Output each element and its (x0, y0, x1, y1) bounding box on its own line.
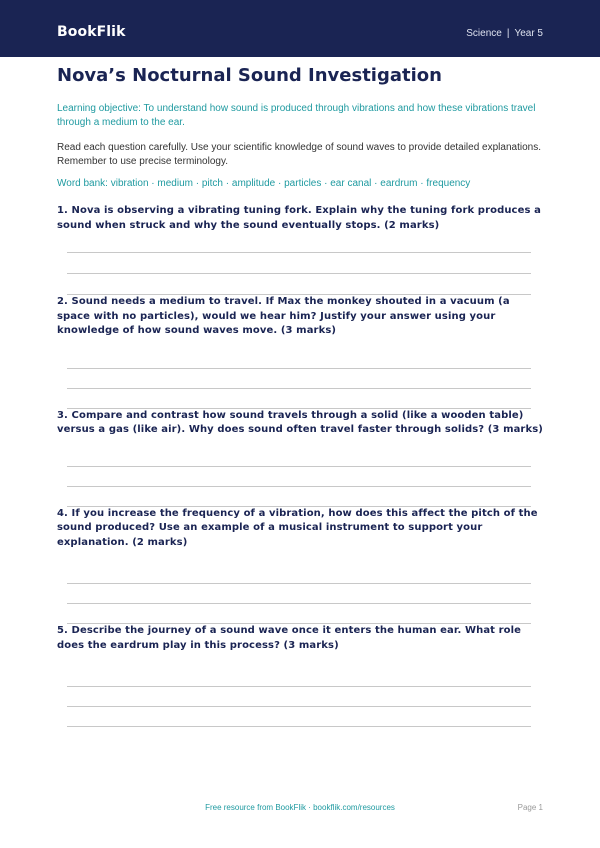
instructions-text: Read each question carefully. Use your scientific knowledge of sound waves to provide detailed explanations. Remember to use precise terminology. (57, 142, 541, 167)
answer-line (67, 486, 531, 487)
question-text: 2. Sound needs a medium to travel. If Max the monkey shouted in a vacuum (a space with no particles), would we hear him? Justify your answer using your knowledge of how sound waves move. (3 marks) (57, 296, 510, 336)
answer-area[interactable] (67, 252, 531, 295)
question-text: 1. Nova is observing a vibrating tuning fork. Explain why the tuning fork produces a sound when struck and why the sound eventually stops. (2 marks) (57, 205, 541, 231)
worksheet-content (57, 64, 543, 727)
resource-link[interactable]: Free resource from BookFlik · bookflik.com/resources (205, 803, 395, 812)
answer-area[interactable] (67, 368, 531, 409)
answer-line (67, 603, 531, 604)
question-text: 4. If you increase the frequency of a vibration, how does this affect the pitch of the sound produced? Use an example of a musical instrument to support your explanation. (2 marks) (57, 507, 538, 548)
page-number: Page 1 (517, 803, 543, 812)
answer-line (67, 726, 531, 727)
subject-separator: | (506, 28, 510, 39)
question-1 (57, 204, 543, 295)
answer-line (67, 583, 531, 584)
page-header (0, 0, 600, 57)
question-5 (57, 624, 543, 727)
answer-line (67, 273, 531, 274)
answer-line (67, 368, 531, 369)
answer-area[interactable] (67, 583, 531, 624)
answer-line (67, 466, 531, 467)
worksheet-title: Nova’s Nocturnal Sound Investigation (57, 65, 442, 86)
answer-area[interactable] (67, 466, 531, 507)
learning-objective: Learning objective: To understand how sound is produced through vibrations and how these vibrations travel through a medium to the ear. (57, 103, 536, 128)
brand-logo[interactable]: BookFlik (57, 24, 126, 40)
page-footer (0, 801, 600, 815)
question-text: 5. Describe the journey of a sound wave once it enters the human ear. What role does the eardrum play in this process? (3 marks) (57, 625, 522, 651)
answer-area[interactable] (67, 686, 531, 727)
question-3 (57, 409, 543, 507)
answer-line (67, 706, 531, 707)
question-2 (57, 295, 543, 409)
word-bank: Word bank: vibration · medium · pitch · amplitude · particles · ear canal · eardrum · frequency (57, 178, 471, 189)
answer-line (67, 686, 531, 687)
answer-line (67, 252, 531, 253)
question-4 (57, 507, 543, 625)
question-text: 3. Compare and contrast how sound travels through a solid (like a wooden table) versus a gas (like air). Why does sound often travel faster through solids? (3 marks) (57, 409, 543, 435)
subject-year-label (466, 27, 543, 41)
subject-label: Science (466, 28, 502, 39)
year-label: Year 5 (514, 28, 543, 39)
answer-line (67, 388, 531, 389)
